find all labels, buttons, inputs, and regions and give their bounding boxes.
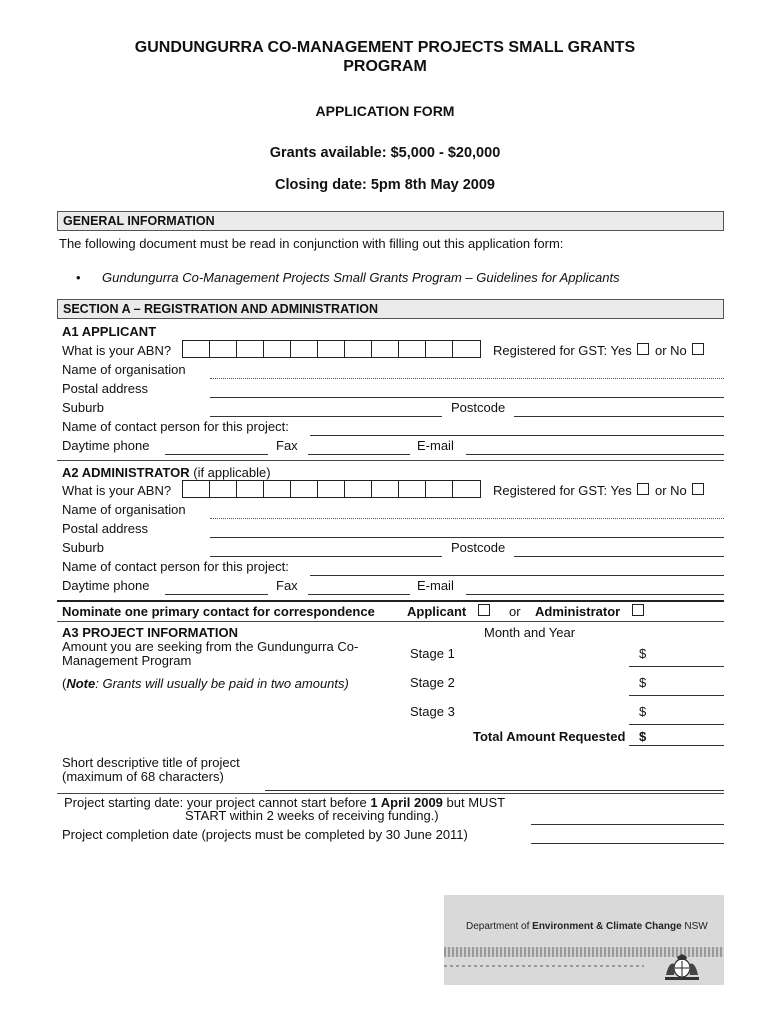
grants-note (62, 676, 349, 691)
stage3-dollar: $ (639, 704, 647, 719)
a1-gst-yes-checkbox[interactable] (637, 343, 649, 355)
start-part1: Project starting date: your project cannot start before (64, 795, 367, 810)
nominate-applicant-label: Applicant (407, 604, 467, 619)
a2-suburb-label: Suburb (62, 540, 104, 555)
nominate-administrator-label: Administrator (535, 604, 621, 619)
nominate-applicant-checkbox[interactable] (478, 604, 490, 616)
a2-postal-label: Postal address (62, 521, 148, 536)
stage3-amount-field[interactable] (629, 724, 724, 725)
a1-fax-field[interactable] (308, 454, 410, 455)
a1-postal-label: Postal address (62, 381, 148, 396)
nominate-contact-label: Nominate one primary contact for correspondence (62, 604, 375, 619)
start-date-field[interactable] (531, 824, 724, 825)
amount-label-line2: Management Program (62, 653, 192, 668)
grants-available: Grants available: $5,000 - $20,000 (269, 145, 501, 161)
a2-contact-field[interactable] (310, 575, 724, 576)
a2-postal-field[interactable] (210, 537, 724, 538)
start-bold: 1 April 2009 (370, 795, 443, 810)
a2-label-bold: A2 ADMINISTRATOR (62, 465, 190, 480)
stage2-amount-field[interactable] (629, 695, 724, 696)
a2-gst-yes-checkbox[interactable] (637, 483, 649, 495)
general-intro: The following document must be read in conjunction with filling out this application form: (59, 236, 564, 251)
start-date-label-line2: START within 2 weeks of receiving funding.) (185, 808, 439, 823)
month-year-label: Month and Year (484, 625, 576, 640)
stage2-dollar: $ (639, 675, 647, 690)
department-logo (444, 895, 724, 985)
a2-gst-label: Registered for GST: Yes (493, 483, 632, 498)
guidelines-reference: Gundungurra Co-Management Projects Small Grants Program – Guidelines for Applicants (102, 270, 620, 285)
general-information-heading: GENERAL INFORMATION (57, 211, 724, 231)
divider (57, 600, 724, 602)
logo-dots (444, 965, 644, 967)
a2-label-suffix: (if applicable) (193, 465, 271, 480)
a1-applicant-label: A1 APPLICANT (62, 324, 157, 339)
amount-label-line1: Amount you are seeking from the Gundungurra Co- (62, 639, 359, 654)
stage1-dollar: $ (639, 646, 647, 661)
start-part2: but MUST (446, 795, 506, 810)
closing-date: Closing date: 5pm 8th May 2009 (275, 177, 495, 193)
a2-email-field[interactable] (466, 594, 724, 595)
stage1-amount-field[interactable] (629, 666, 724, 667)
a1-abn-label: What is your ABN? (62, 343, 172, 358)
a1-fax-label: Fax (276, 438, 298, 453)
a2-org-field[interactable] (210, 518, 724, 519)
note-bold: Note (66, 676, 96, 691)
project-title-label-line2: (maximum of 68 characters) (62, 769, 224, 784)
a2-suburb-field[interactable] (210, 556, 442, 557)
application-form-heading: APPLICATION FORM (315, 103, 455, 119)
department-name: Department of Environment & Climate Change NSW (466, 921, 708, 932)
a1-abn-boxes[interactable] (182, 340, 481, 358)
a1-phone-field[interactable] (165, 454, 268, 455)
a1-postal-field[interactable] (210, 397, 724, 398)
section-a-heading: SECTION A – REGISTRATION AND ADMINISTRATION (57, 299, 724, 319)
total-dollar: $ (639, 729, 647, 744)
stage3-label: Stage 3 (410, 704, 455, 719)
a3-project-info-label: A3 PROJECT INFORMATION (62, 625, 238, 640)
a1-phone-label: Daytime phone (62, 438, 150, 453)
a1-org-field[interactable] (210, 378, 724, 379)
a1-postcode-label: Postcode (451, 400, 506, 415)
a1-org-label: Name of organisation (62, 362, 186, 377)
nsw-crest-icon (662, 953, 702, 981)
completion-date-label: Project completion date (projects must be completed by 30 June 2011) (62, 827, 468, 842)
total-amount-label: Total Amount Requested (473, 729, 626, 744)
divider (57, 793, 724, 794)
a2-contact-label: Name of contact person for this project: (62, 559, 289, 574)
a1-suburb-label: Suburb (62, 400, 104, 415)
a2-phone-label: Daytime phone (62, 578, 150, 593)
a1-gst-label: Registered for GST: Yes (493, 343, 632, 358)
completion-date-field[interactable] (531, 843, 724, 844)
total-amount-field[interactable] (629, 745, 724, 746)
a2-gst-no-label: or No (655, 483, 687, 498)
a1-suburb-field[interactable] (210, 416, 442, 417)
bullet: • (76, 270, 81, 285)
a2-abn-label: What is your ABN? (62, 483, 172, 498)
a2-fax-label: Fax (276, 578, 298, 593)
stage2-label: Stage 2 (410, 675, 455, 690)
a2-email-label: E-mail (417, 578, 454, 593)
a1-email-label: E-mail (417, 438, 454, 453)
a1-contact-label: Name of contact person for this project: (62, 419, 289, 434)
nominate-administrator-checkbox[interactable] (632, 604, 644, 616)
divider (57, 460, 724, 461)
stage1-label: Stage 1 (410, 646, 455, 661)
a2-postcode-field[interactable] (514, 556, 724, 557)
a2-postcode-label: Postcode (451, 540, 506, 555)
a2-org-label: Name of organisation (62, 502, 186, 517)
a1-postcode-field[interactable] (514, 416, 724, 417)
note-open: ( (62, 676, 67, 691)
a1-contact-field[interactable] (310, 435, 724, 436)
a2-phone-field[interactable] (165, 594, 268, 595)
a2-administrator-label (62, 465, 271, 480)
project-title-field[interactable] (265, 790, 724, 791)
a2-gst-no-checkbox[interactable] (692, 483, 704, 495)
project-title-label-line1: Short descriptive title of project (62, 755, 240, 770)
nominate-or: or (509, 604, 521, 619)
a1-gst-no-label: or No (655, 343, 687, 358)
a2-abn-boxes[interactable] (182, 480, 481, 498)
a1-email-field[interactable] (466, 454, 724, 455)
a1-gst-no-checkbox[interactable] (692, 343, 704, 355)
a2-fax-field[interactable] (308, 594, 410, 595)
note-rest: : Grants will usually be paid in two amounts) (95, 676, 349, 691)
form-title-line2: PROGRAM (343, 58, 427, 75)
form-title-line1: GUNDUNGURRA CO-MANAGEMENT PROJECTS SMALL GRANTS (134, 39, 636, 56)
divider (57, 621, 724, 622)
